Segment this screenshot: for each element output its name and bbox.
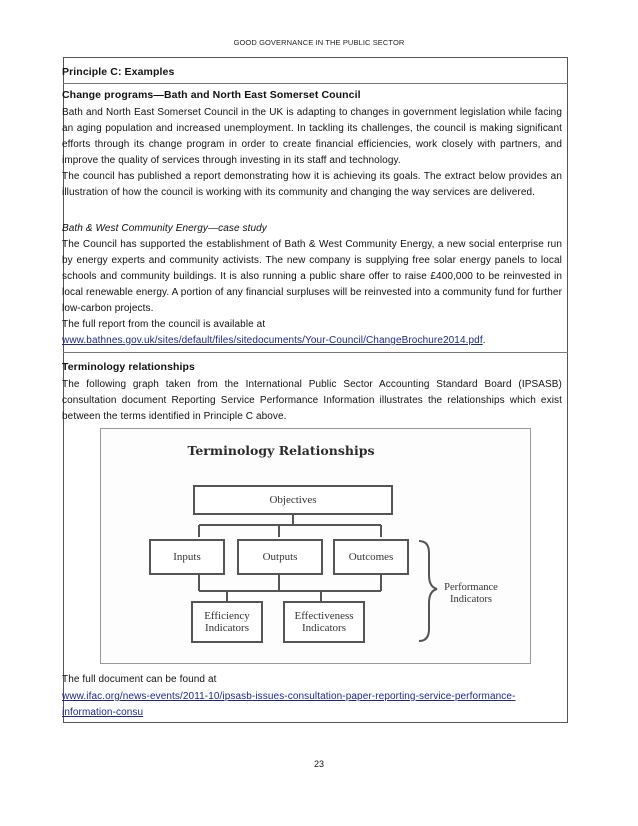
report-link-suffix: . [482,335,486,346]
effectiveness-line-2: Indicators [302,622,346,634]
figure-title: Terminology Relationships [187,443,375,458]
principle-title: Principle C: Examples [62,66,175,78]
page-number: 23 [313,759,324,769]
report-intro: The full report from the council is available at [62,319,266,330]
change-programs-title: Change programs—Bath and North East Somerset Council [62,89,361,101]
document-link-line-1[interactable]: www.ifac.org/news-events/2011-10/ipsasb-issues-consultation-paper-reporting-service-performance- [62,691,516,702]
document-intro: The full document can be found at [62,674,217,685]
case-study-paragraph: The Council has supported the establishment of Bath & West Community Energy, a new social enterprise run by energy experts and community activists. The new company is supplying free solar energy panels to local schools and community buildings. It is also running a public share offer to raise £400,000 to be reinvested in local renewable energy. A portion of any financial surpluses will be reinvested into a community fund for further low-carbon projects. [62,239,562,314]
divider [63,83,568,84]
efficiency-indicators-box [191,601,263,643]
report-link[interactable]: www.bathnes.gov.uk/sites/default/files/sitedocuments/Your-Council/ChangeBrochure2014.pdf [62,335,483,346]
terminology-figure [100,428,531,664]
outcomes-box: Outcomes [333,539,409,575]
inputs-box: Inputs [149,539,225,575]
running-header: GOOD GOVERNANCE IN THE PUBLIC SECTOR [233,38,405,47]
effectiveness-indicators-box [283,601,365,643]
terminology-paragraph: The following graph taken from the International Public Sector Accounting Standard Board (IPSASB) consultation document Reporting Service Performance Information illustrates the relationships which exist between the terms identified in Principle C above. [62,379,562,422]
document-link-block [62,689,562,721]
change-paragraph-1: Bath and North East Somerset Council in the UK is adapting to changes in government legislation while facing an aging population and increased unemployment. In tackling its challenges, the council is making significant efforts through its change program in order to create financial efficiencies, work closely with partners, and improve the quality of services through investing in its staff and technology. [62,107,562,166]
performance-line-1: Performance [444,582,498,593]
document-link-line-2[interactable]: information-consu [62,707,144,718]
efficiency-line-2: Indicators [205,622,249,634]
effectiveness-line-1: Effectiveness [294,610,354,622]
performance-line-2: Indicators [450,594,492,605]
performance-indicators-label [431,582,511,606]
outputs-box: Outputs [237,539,323,575]
report-link-line [62,333,562,349]
change-paragraph-2: The council has published a report demonstrating how it is achieving its goals. The extract below provides an illustration of how the council is working with its community and changing the way services are delivered. [62,171,562,198]
objectives-box: Objectives [193,485,393,515]
efficiency-line-1: Efficiency [204,610,250,622]
case-study-title: Bath & West Community Energy—case study [62,223,267,234]
divider [63,352,568,353]
terminology-title: Terminology relationships [62,361,195,373]
